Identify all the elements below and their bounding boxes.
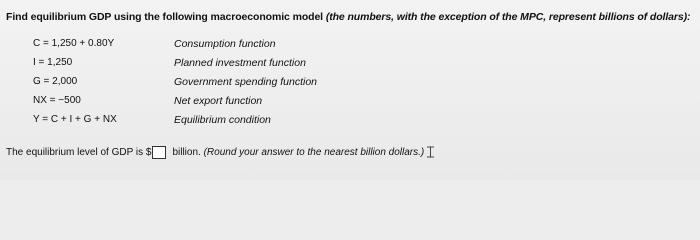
label-government: Government spending function [174, 76, 318, 88]
label-investment: Planned investment function [174, 57, 306, 69]
equation-government: G = 2,000 [33, 76, 78, 87]
text-cursor-icon [426, 146, 435, 158]
label-net-exports: Net export function [174, 95, 263, 107]
question-text [6, 11, 690, 23]
question-main: Find equilibrium GDP using the following macroeconomic model [6, 11, 323, 23]
equation-investment: I = 1,250 [33, 57, 73, 68]
gdp-answer-input[interactable] [152, 146, 166, 159]
label-equilibrium: Equilibrium condition [174, 114, 271, 126]
equation-consumption: C = 1,250 + 0.80Y [33, 38, 115, 49]
answer-row [6, 146, 435, 159]
answer-suffix: billion. [172, 147, 201, 158]
macro-model [0, 38, 700, 128]
label-consumption: Consumption function [174, 38, 276, 50]
question-note: (the numbers, with the exception of the MPC, represent billions of dollars): [325, 11, 691, 23]
answer-prefix: The equilibrium level of GDP is $ [6, 147, 152, 158]
equation-net-exports: NX = −500 [33, 95, 81, 106]
answer-instruction: (Round your answer to the nearest billion dollars.) [203, 147, 425, 158]
equation-equilibrium: Y = C + I + G + NX [33, 114, 117, 125]
